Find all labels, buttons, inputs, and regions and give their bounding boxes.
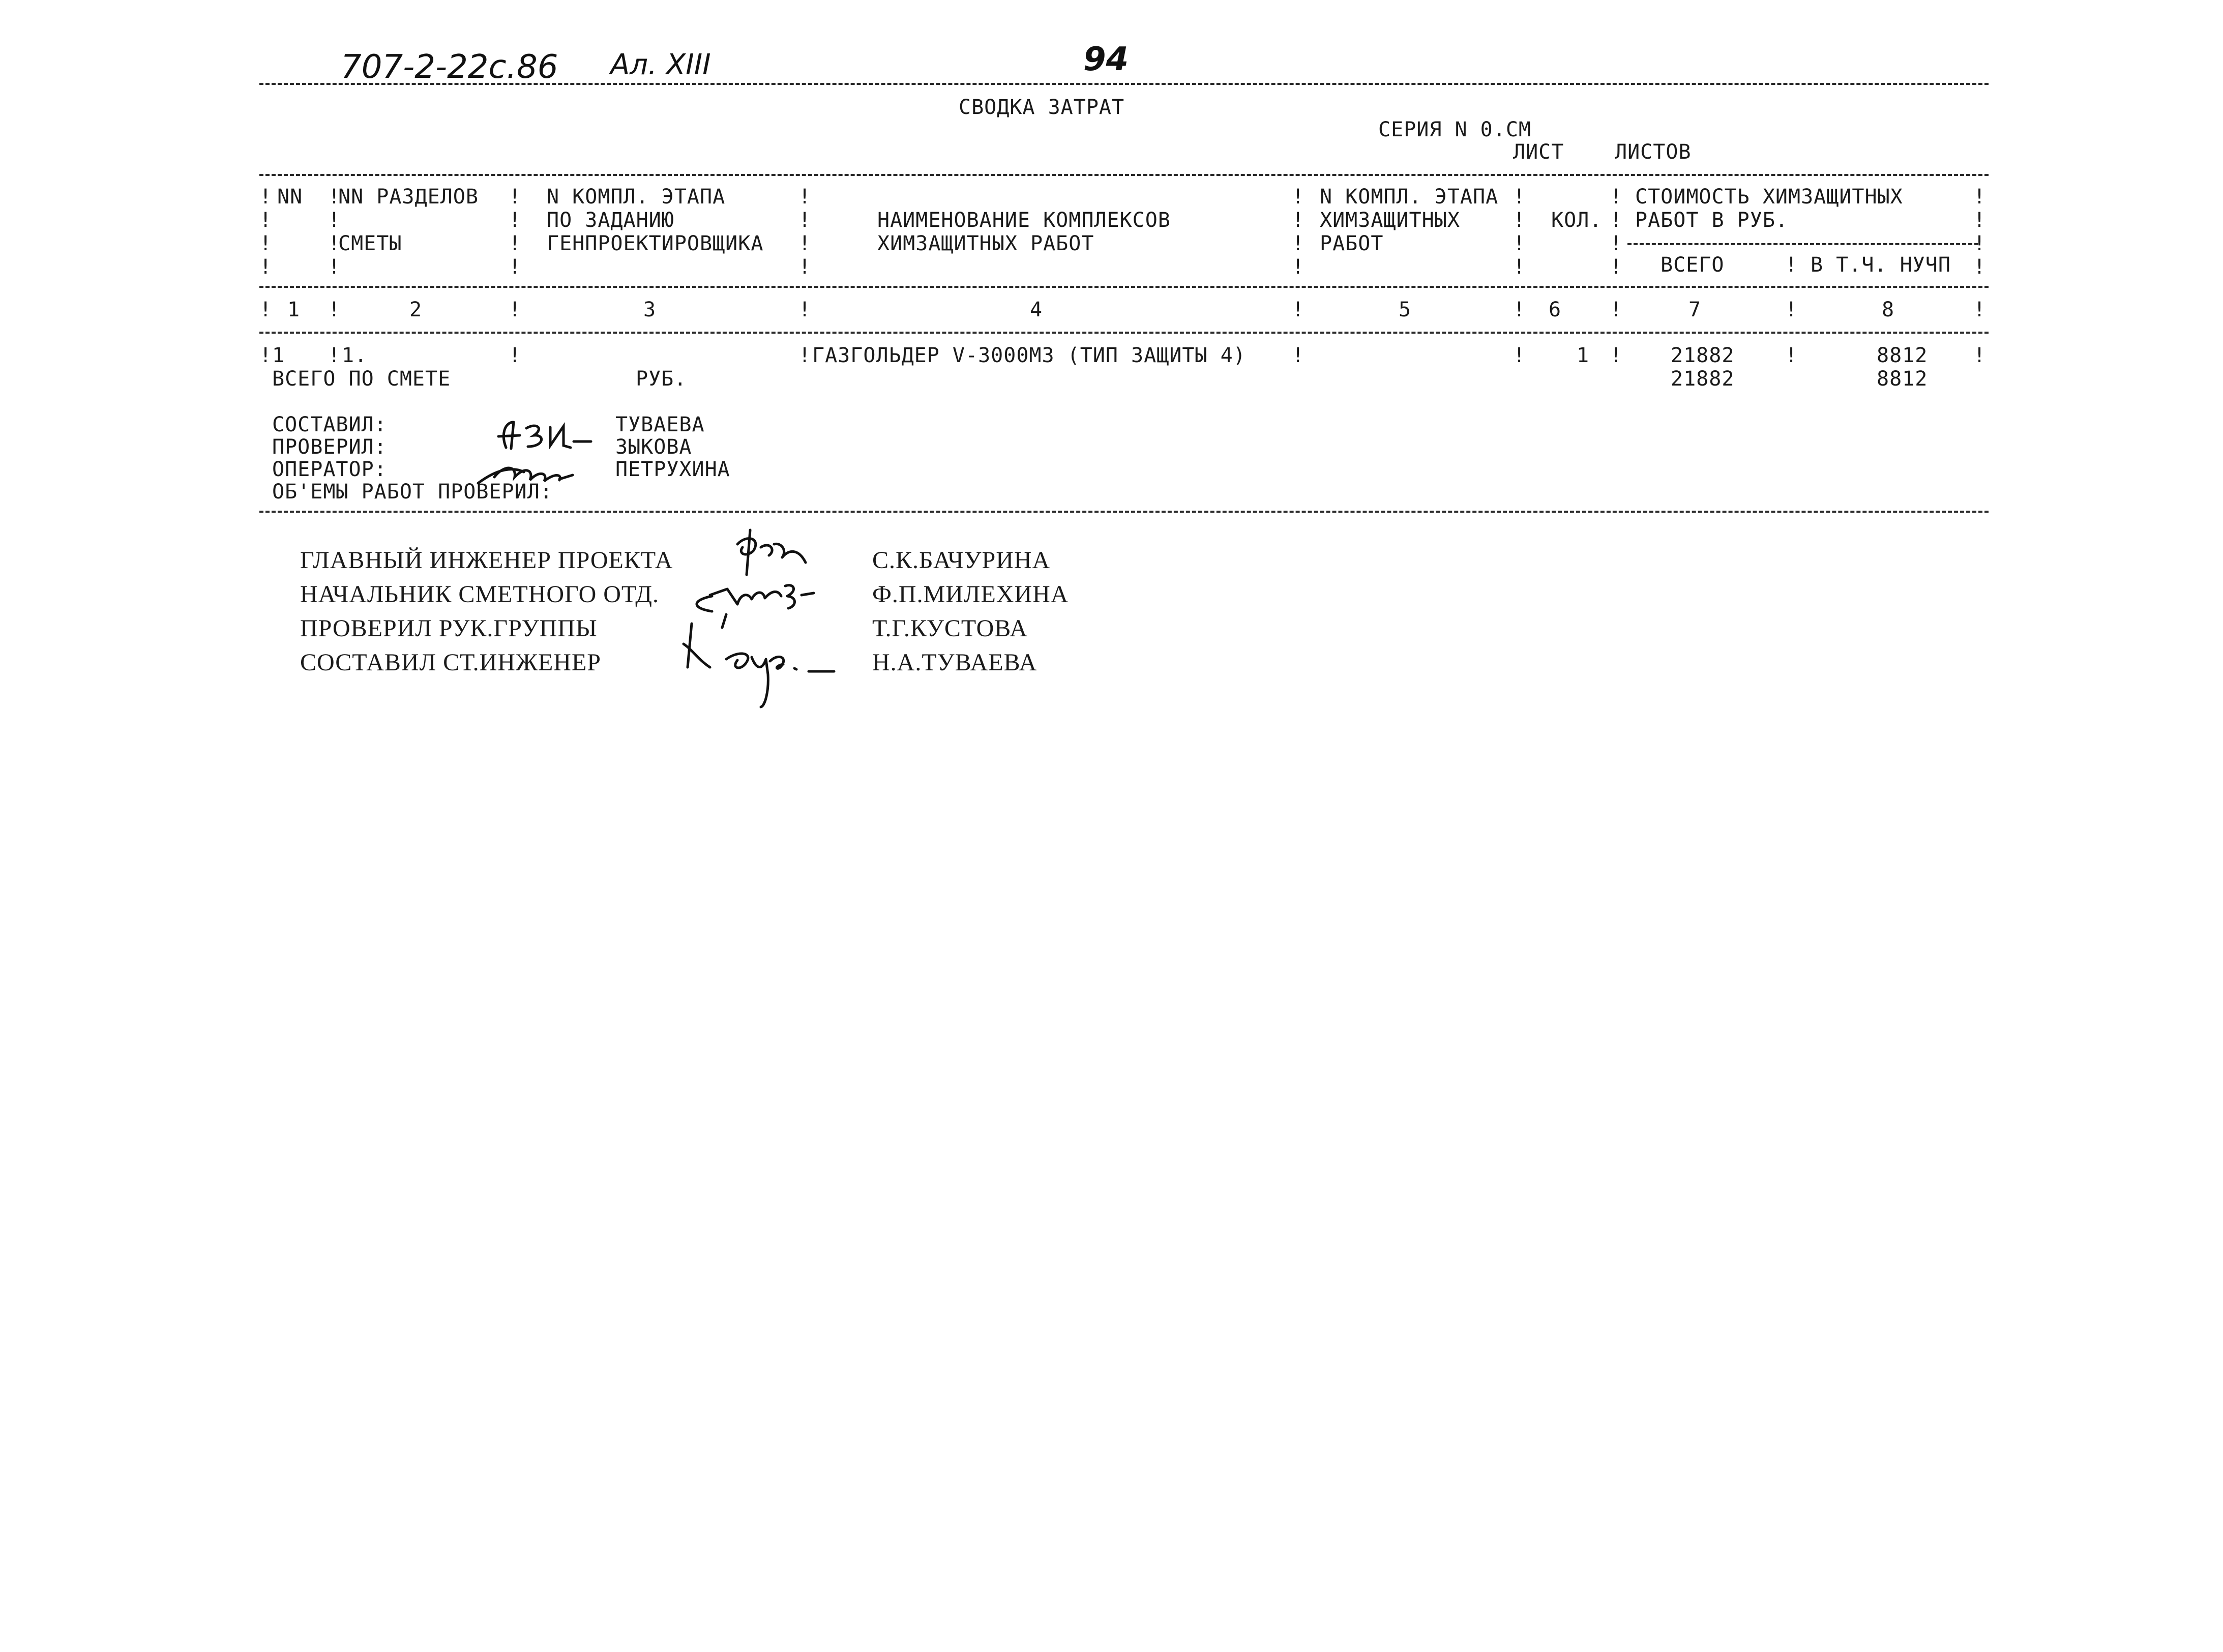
col-header-qty: КОЛ. xyxy=(1551,209,1603,232)
separator: ! xyxy=(328,298,341,321)
col-number: 3 xyxy=(643,298,657,321)
approval-name: ТУВАЕВА xyxy=(615,413,705,436)
approval-role: СОСТАВИЛ: xyxy=(272,413,387,436)
page-title: СВОДКА ЗАТРАТ xyxy=(959,96,1125,119)
signature-name: С.К.БАЧУРИНА xyxy=(872,547,1051,574)
signature-role: НАЧАЛЬНИК СМЕТНОГО ОТД. xyxy=(300,581,659,608)
separator: ! xyxy=(1610,344,1623,367)
separator: ! xyxy=(1292,298,1305,321)
separator: ! xyxy=(1973,298,1987,321)
col-header-nn: NN xyxy=(277,185,303,209)
signature-role: ГЛАВНЫЙ ИНЖЕНЕР ПРОЕКТА xyxy=(300,547,673,574)
separator: ! xyxy=(1513,298,1526,321)
separator: ! xyxy=(259,298,273,321)
col-header-stage-gen: N КОМПЛ. ЭТАПА ПО ЗАДАНИЮ ГЕНПРОЕКТИРОВЩИКА xyxy=(547,185,764,255)
col-header-total: ВСЕГО xyxy=(1661,253,1725,277)
approval-role: ОБ'ЕМЫ РАБОТ ПРОВЕРИЛ: xyxy=(272,480,553,504)
separator: ! xyxy=(509,344,522,367)
summary-unit: РУБ. xyxy=(636,367,687,391)
col-header-name: НАИМЕНОВАНИЕ КОМПЛЕКСОВ ХИМЗАЩИТНЫХ РАБОТ xyxy=(877,209,1171,255)
signature-role: ПРОВЕРИЛ РУК.ГРУППЫ xyxy=(300,615,598,642)
col-header-section: NN РАЗДЕЛОВ СМЕТЫ xyxy=(338,185,479,255)
separator: ! xyxy=(1513,344,1526,367)
approval-role: ОПЕРАТОР: xyxy=(272,458,387,481)
sheets-label: ЛИСТОВ xyxy=(1615,140,1692,164)
summary-incl: 8812 xyxy=(1877,367,1928,391)
cell-incl: 8812 xyxy=(1877,344,1928,367)
col-number: 7 xyxy=(1688,298,1702,321)
separator: ! xyxy=(798,298,812,321)
separator: ! xyxy=(1292,344,1305,367)
approval-name: ЗЫКОВА xyxy=(615,435,692,459)
document-code: 707-2-22с.86 xyxy=(341,48,558,86)
separator: ! xyxy=(328,344,341,367)
separator: ! ! ! ! xyxy=(328,185,341,279)
col-header-stage-chem: N КОМПЛ. ЭТАПА ХИМЗАЩИТНЫХ РАБОТ xyxy=(1320,185,1499,255)
approval-role: ПРОВЕРИЛ: xyxy=(272,435,387,459)
summary-total: 21882 xyxy=(1671,367,1735,391)
separator: ! xyxy=(798,344,812,367)
separator: ! xyxy=(259,344,273,367)
col-number: 5 xyxy=(1399,298,1412,321)
col-number: 8 xyxy=(1882,298,1895,321)
separator: ! xyxy=(1610,298,1623,321)
cell-name: ГАЗГОЛЬДЕР V-3000М3 (ТИП ЗАЩИТЫ 4) xyxy=(812,344,1246,367)
table-top-rule xyxy=(259,174,1989,176)
approval-name: ПЕТРУХИНА xyxy=(615,458,730,481)
separator: ! ! ! ! xyxy=(1610,185,1623,279)
cell-nn: 1 xyxy=(272,344,285,367)
separator: ! xyxy=(1973,344,1987,367)
top-rule xyxy=(259,83,1989,85)
summary-label: ВСЕГО ПО СМЕТЕ xyxy=(272,367,451,391)
col-number: 2 xyxy=(409,298,423,321)
separator: ! ! ! ! xyxy=(509,185,522,279)
album-number: Ал. XIII xyxy=(610,48,711,81)
separator: ! xyxy=(1785,298,1798,321)
cost-subheader-rule xyxy=(1627,243,1978,245)
handwritten-signature-icon xyxy=(458,417,620,488)
signature-name: Ф.П.МИЛЕХИНА xyxy=(872,581,1069,608)
series-label: СЕРИЯ N 0.СМ xyxy=(1378,118,1531,141)
signature-name: Н.А.ТУВАЕВА xyxy=(872,649,1038,676)
signature-role: СОСТАВИЛ СТ.ИНЖЕНЕР xyxy=(300,649,601,676)
col-number: 6 xyxy=(1549,298,1562,321)
numbers-bottom-rule xyxy=(259,332,1989,334)
approvals-bottom-rule xyxy=(259,511,1989,513)
separator: ! xyxy=(1785,253,1798,277)
sheet-label: ЛИСТ xyxy=(1513,140,1564,164)
separator: ! ! ! ! xyxy=(1973,185,1987,279)
signature-name: Т.Г.КУСТОВА xyxy=(872,615,1028,642)
cell-qty: 1 xyxy=(1577,344,1590,367)
header-bottom-rule xyxy=(259,286,1989,288)
separator: ! xyxy=(1785,344,1798,367)
cell-section: 1. xyxy=(342,344,368,367)
separator: ! ! ! ! xyxy=(259,185,273,279)
col-number: 1 xyxy=(287,298,301,321)
col-header-incl: В Т.Ч. НУЧП xyxy=(1811,253,1951,277)
col-number: 4 xyxy=(1030,298,1043,321)
separator: ! xyxy=(509,298,522,321)
col-header-cost-group: СТОИМОСТЬ ХИМЗАЩИТНЫХ РАБОТ В РУБ. xyxy=(1635,185,1903,232)
separator: ! ! ! ! xyxy=(798,185,812,279)
cell-total: 21882 xyxy=(1671,344,1735,367)
separator: ! ! ! ! xyxy=(1292,185,1305,279)
page-number: 94 xyxy=(1083,41,1129,78)
handwritten-signature-icon xyxy=(661,524,854,717)
separator: ! ! ! ! xyxy=(1513,185,1526,279)
